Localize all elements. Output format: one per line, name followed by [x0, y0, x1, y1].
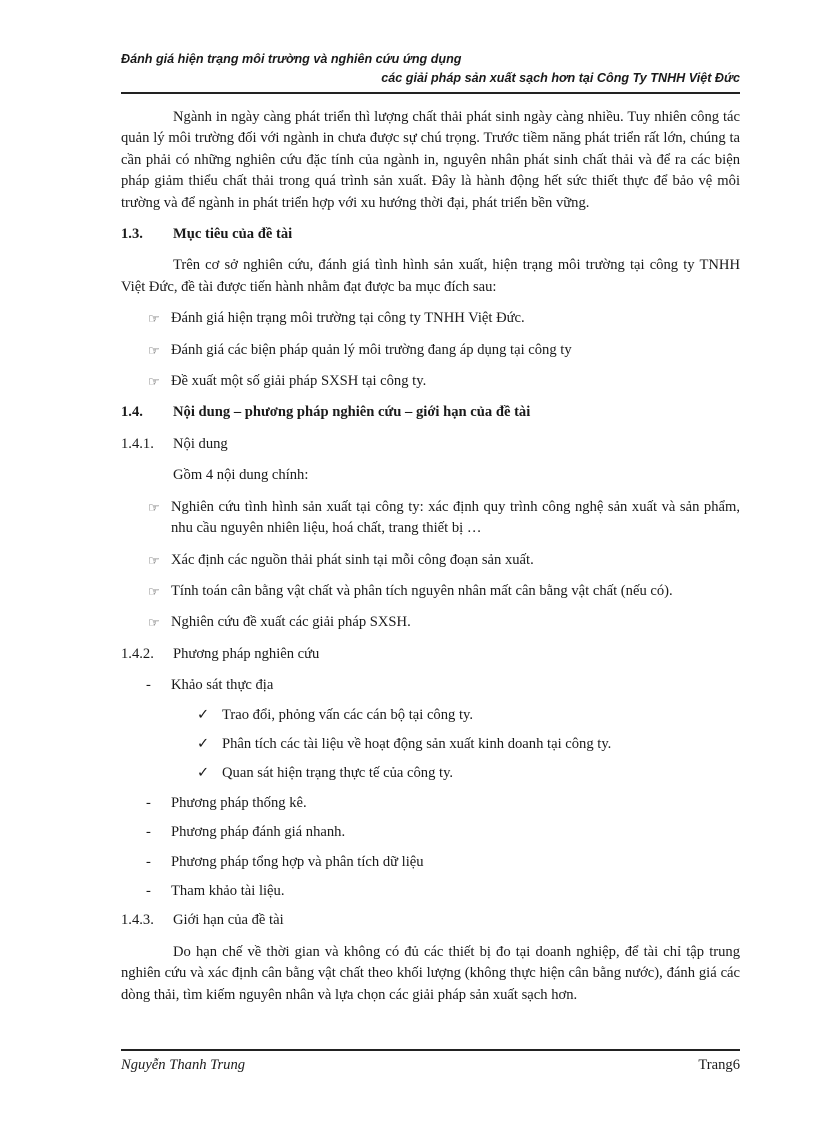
list-item — [121, 612, 740, 633]
section-number: 1.4. — [121, 404, 143, 421]
subsection-number: 1.4.1. — [121, 435, 154, 452]
list-item — [121, 675, 740, 696]
list-item — [121, 763, 740, 784]
footer-author: Nguyễn Thanh Trung — [121, 1057, 246, 1073]
list-item-text: Xác định các nguồn thải phát sinh tại mỗi công đoạn sản xuất. — [171, 551, 534, 568]
section-1-4-2-heading — [121, 644, 740, 665]
section-1-4-1-intro: Gồm 4 nội dung chính: — [173, 467, 309, 484]
section-1-3-heading — [121, 224, 740, 245]
pointing-hand-icon: ☞ — [148, 374, 160, 390]
pointing-hand-icon: ☞ — [148, 311, 160, 327]
section-1-4-3-paragraph: Do hạn chế về thời gian và không có đủ các thiết bị đo tại doanh nghiệp, để tài chỉ tập trung nghiên cứu và xác định cân bằng vật chất theo khối lượng (không thực hiện cân bằng nước), đánh giá các dòng thải, tìm kiếm nguyên nhân và lựa chọn các giải pháp sản xuất sạch hơn. — [121, 943, 740, 1003]
section-1-3-paragraph: Trên cơ sở nghiên cứu, đánh giá tình hình sản xuất, hiện trạng môi trường tại công ty TNHH Việt Đức, đề tài được tiến hành nhằm đạt được ba mục đích sau: — [121, 257, 740, 295]
subsection-number: 1.4.3. — [121, 912, 154, 929]
list-item-text: Đề xuất một số giải pháp SXSH tại công ty. — [171, 373, 427, 390]
list-item-text: Đánh giá các biện pháp quản lý môi trường đang áp dụng tại công ty — [171, 341, 572, 358]
list-item-text: Nghiên cứu đề xuất các giải pháp SXSH. — [171, 614, 411, 631]
section-title: Mục tiêu của đề tài — [173, 226, 293, 243]
list-item — [121, 734, 740, 755]
footer-divider — [121, 1049, 740, 1051]
header-title-line-2: các giải pháp sản xuất sạch hơn tại Công Ty TNHH Việt Đức — [381, 71, 740, 85]
pointing-hand-icon: ☞ — [148, 552, 160, 568]
subsection-title: Nội dung — [173, 435, 228, 452]
pointing-hand-icon: ☞ — [148, 499, 160, 515]
dash-bullet: - — [146, 677, 151, 694]
list-item-text: Tính toán cân bằng vật chất và phân tích nguyên nhân mất cân bằng vật chất (nếu có). — [171, 582, 673, 599]
list-item — [121, 308, 740, 329]
pointing-hand-icon: ☞ — [148, 583, 160, 599]
dash-bullet: - — [146, 853, 151, 870]
list-item-text: Trao đổi, phỏng vấn các cán bộ tại công ty. — [222, 706, 474, 723]
header-divider — [121, 92, 740, 94]
list-item — [121, 881, 740, 902]
dash-bullet: - — [146, 824, 151, 841]
list-item — [121, 793, 740, 814]
list-item-text: Khảo sát thực địa — [171, 677, 274, 694]
section-title: Nội dung – phương pháp nghiên cứu – giới hạn của đề tài — [173, 404, 531, 421]
section-1-4-heading — [121, 402, 740, 423]
page-footer — [121, 1055, 740, 1075]
list-item-text: Đánh giá hiện trạng môi trường tại công ty TNHH Việt Đức. — [171, 310, 525, 327]
intro-paragraph: Ngành in ngày càng phát triển thì lượng chất thải phát sinh ngày càng nhiều. Tuy nhiên công tác quản lý môi trường đối với ngành in chưa được sự chú trọng. Trước tiềm năng phát triển rất lớn, chúng ta cần phải có những nghiên cứu đặc tính của ngành in, nguyên nhân phát sinh chất thải và để ra các biện pháp giảm thiểu chất thải trong quá trình sản xuất. Đây là hành động hết sức thiết thực để bảo vệ môi trường và để ngành in phát triển hợp với xu hướng thời đại, phát triển bền vững. — [121, 109, 740, 211]
header-title-line-1: Đánh giá hiện trạng môi trường và nghiên cứu ứng dụng — [121, 52, 462, 66]
pointing-hand-icon: ☞ — [148, 342, 160, 358]
list-item-text: Phương pháp tổng hợp và phân tích dữ liệu — [171, 853, 424, 870]
page-number: Trang6 — [698, 1057, 740, 1073]
list-item-text: Quan sát hiện trạng thực tế của công ty. — [222, 765, 454, 782]
list-item-text: Phân tích các tài liệu về hoạt động sản xuất kinh doanh tại công ty. — [222, 735, 612, 752]
subsection-title: Phương pháp nghiên cứu — [173, 645, 320, 662]
list-item-text: Tham khảo tài liệu. — [171, 882, 285, 899]
list-item — [121, 371, 740, 392]
list-item — [121, 581, 740, 602]
list-item-text: Nghiên cứu tình hình sản xuất tại công ty: xác định quy trình công nghệ sản xuất và sản phẩm, nhu cầu nguyên nhiên liệu, hoá chất, trang thiết bị … — [171, 498, 740, 537]
subsection-title: Giới hạn của đề tài — [173, 912, 284, 929]
section-1-4-3-heading — [121, 910, 740, 931]
list-item — [121, 340, 740, 361]
section-1-4-1-heading — [121, 434, 740, 455]
page-body — [121, 107, 740, 1006]
list-item — [121, 497, 740, 540]
page-header — [121, 50, 740, 88]
checkmark-icon: ✓ — [197, 735, 210, 752]
checkmark-icon: ✓ — [197, 706, 210, 723]
list-item — [121, 852, 740, 873]
list-item — [121, 705, 740, 726]
section-number: 1.3. — [121, 226, 143, 243]
dash-bullet: - — [146, 882, 151, 899]
list-item — [121, 550, 740, 571]
dash-bullet: - — [146, 794, 151, 811]
list-item-text: Phương pháp đánh giá nhanh. — [171, 824, 346, 841]
pointing-hand-icon: ☞ — [148, 615, 160, 631]
subsection-number: 1.4.2. — [121, 645, 154, 662]
list-item-text: Phương pháp thống kê. — [171, 794, 307, 811]
list-item — [121, 822, 740, 843]
checkmark-icon: ✓ — [197, 765, 210, 782]
